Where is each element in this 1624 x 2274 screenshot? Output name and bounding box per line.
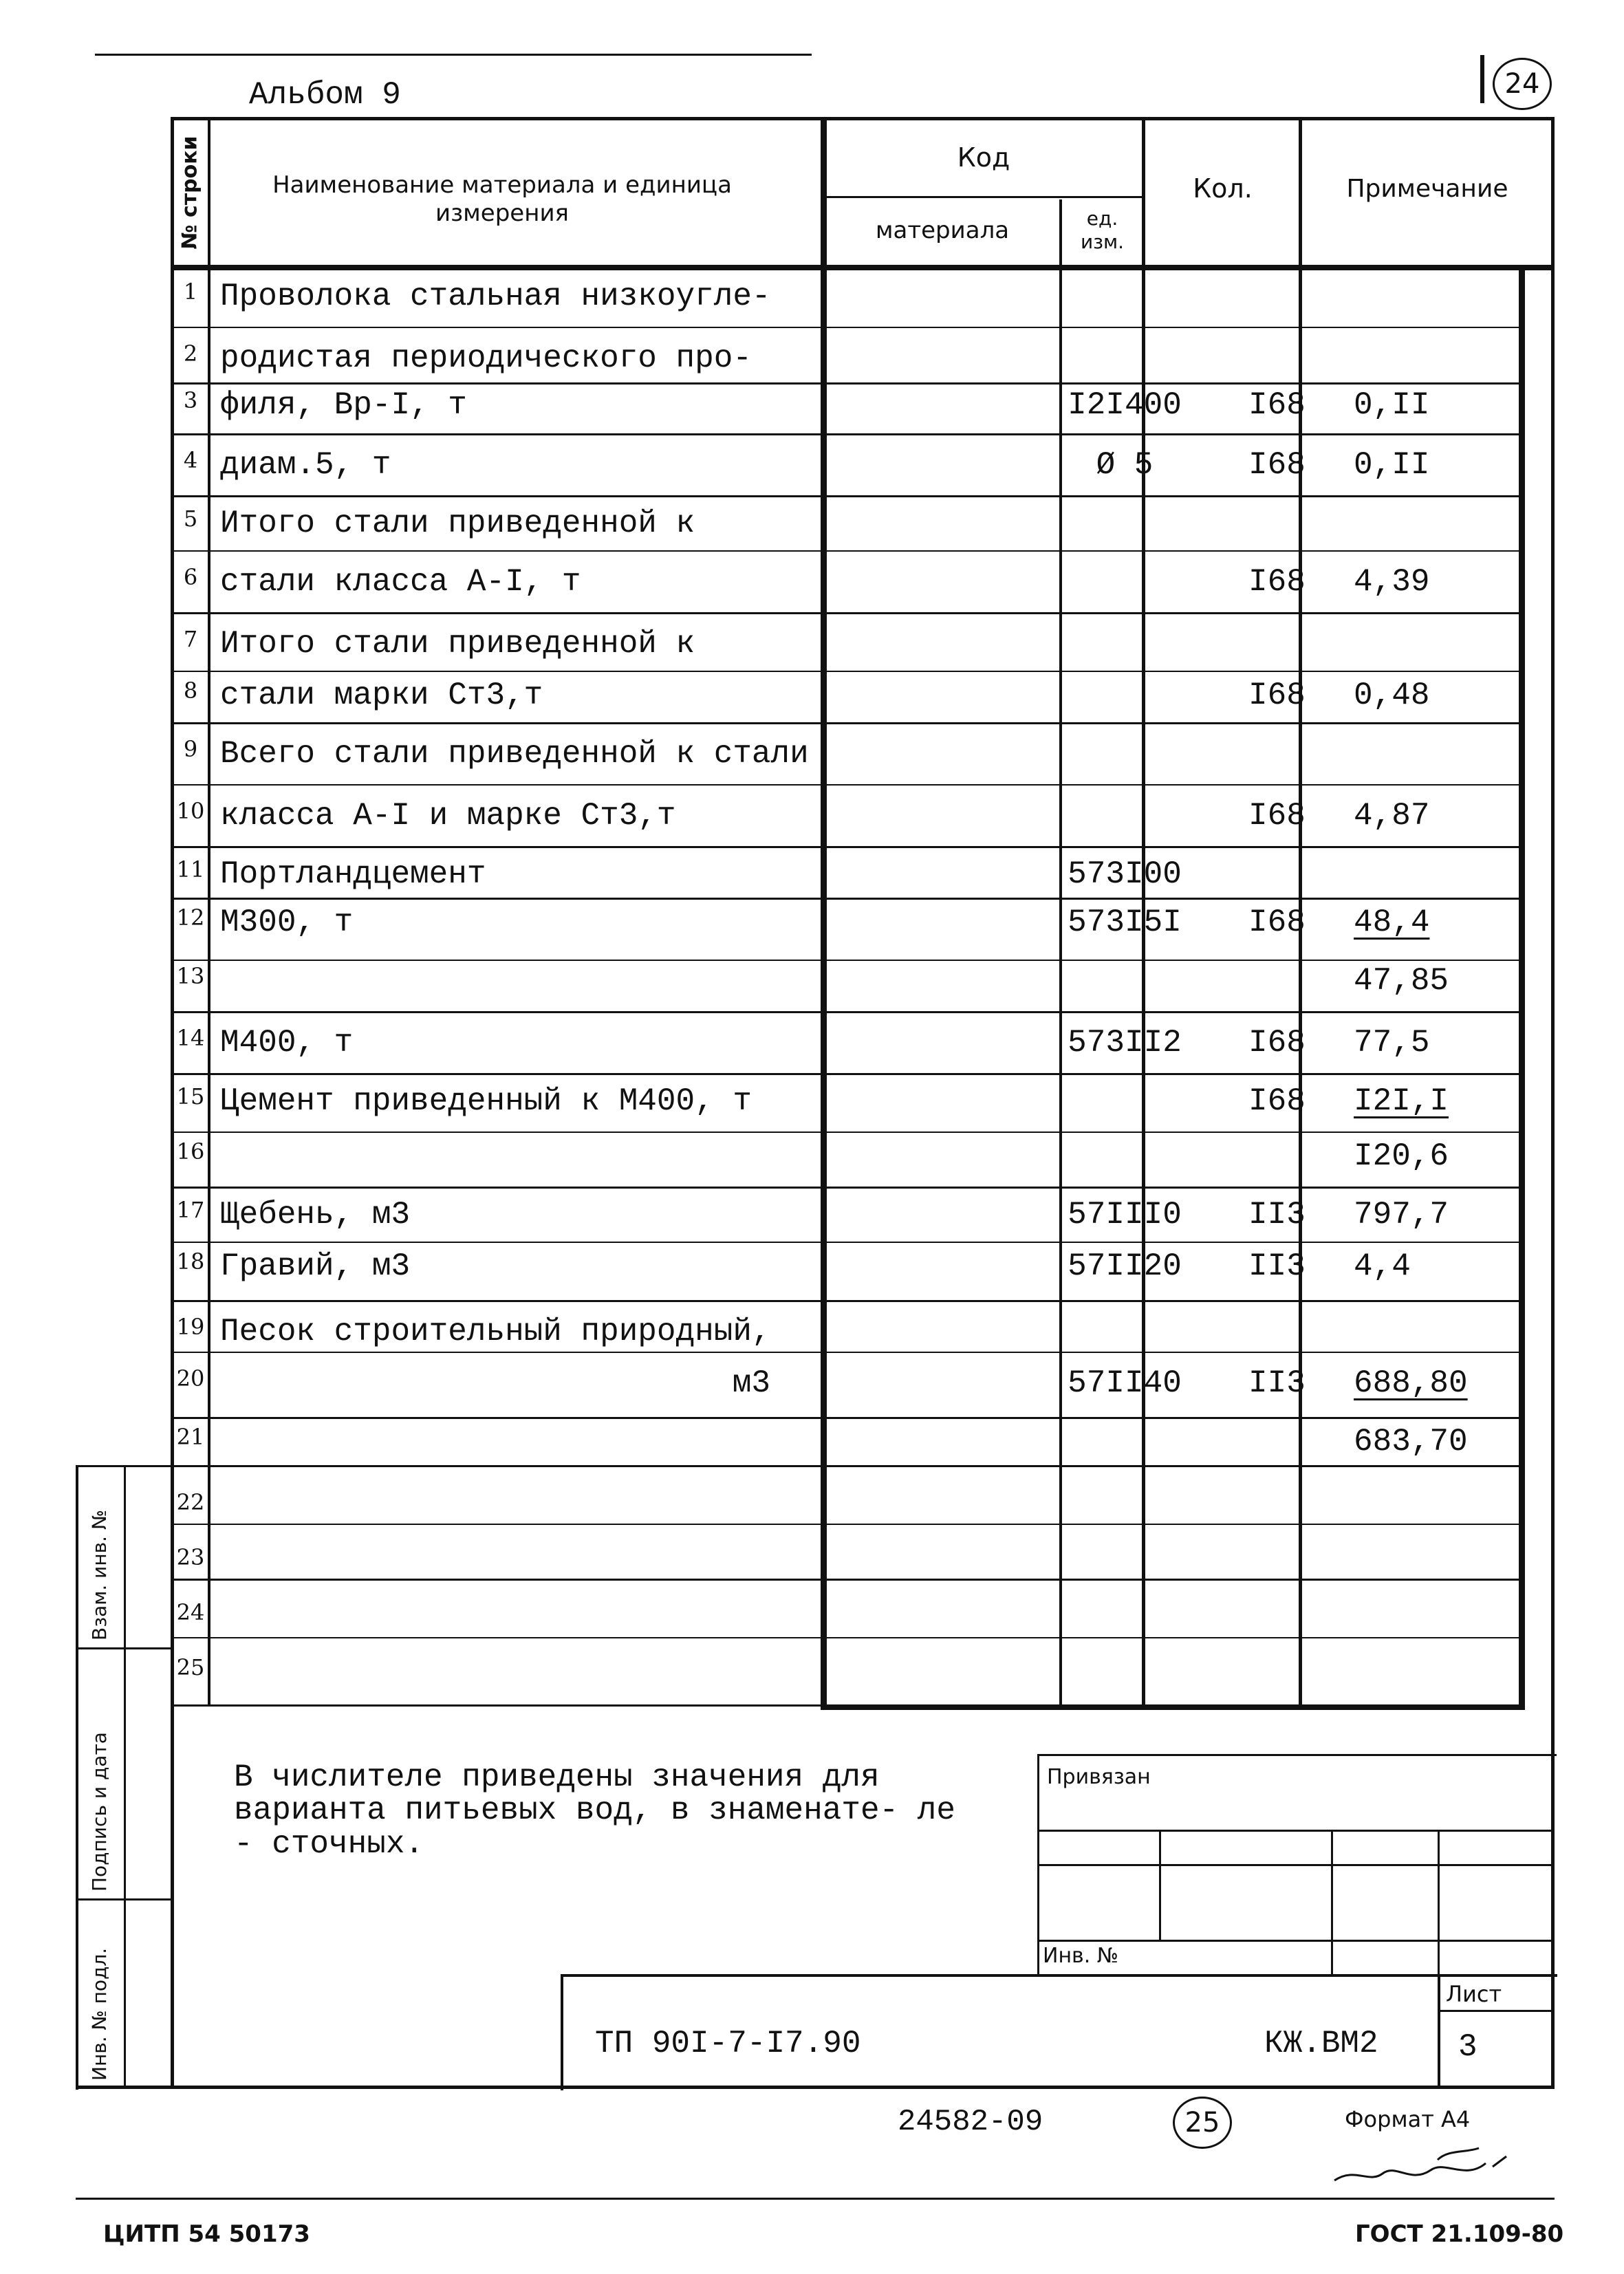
row-name: Итого стали приведенной к xyxy=(220,506,695,541)
header-row-no: № строки xyxy=(178,136,202,250)
stamp-vline xyxy=(1331,1830,1333,1974)
row-name: M300, т xyxy=(220,905,354,940)
header-name: Наименование материала и единица измерения xyxy=(272,171,732,227)
row-line xyxy=(171,495,1522,497)
row-number: 21 xyxy=(176,1424,205,1450)
code-sub-rule xyxy=(824,196,1142,198)
row-name: класса А-I и марке Ст3,т xyxy=(220,798,676,834)
row-qty: 797,7 xyxy=(1354,1197,1449,1233)
designation: ТП 90I-7-I7.90 xyxy=(595,2026,861,2061)
row-number: 19 xyxy=(176,1314,205,1340)
row-unit: I68 xyxy=(1248,1083,1306,1119)
row-number: 14 xyxy=(176,1025,205,1051)
row-code: 57III0 xyxy=(1068,1197,1182,1233)
frame-top xyxy=(171,117,1555,120)
row-code: Ø 5 xyxy=(1096,447,1154,483)
margin-hline xyxy=(76,1647,172,1649)
row-line xyxy=(171,382,1522,385)
row-number: 2 xyxy=(183,340,198,367)
row-qty-denominator: 47,85 xyxy=(1354,963,1449,999)
row-number: 22 xyxy=(176,1489,205,1515)
margin-hline xyxy=(76,1898,172,1901)
row-number: 4 xyxy=(183,447,198,473)
row-line xyxy=(171,722,1522,724)
row-line xyxy=(171,960,1522,961)
sheet-hline xyxy=(1438,2010,1555,2012)
row-number: 1 xyxy=(183,279,198,305)
stamp-line xyxy=(1037,1830,1555,1832)
row-qty-denominator: I20,6 xyxy=(1354,1138,1449,1174)
header-code: Код xyxy=(957,142,1010,173)
row-unit: II3 xyxy=(1248,1197,1306,1233)
row-code: I2I400 xyxy=(1068,387,1182,423)
row-qty: 0,II xyxy=(1354,447,1430,483)
row-number: 10 xyxy=(176,798,205,824)
row-name: Щебень, м3 xyxy=(220,1197,411,1233)
row-name: Итого стали приведенной к xyxy=(220,626,695,662)
row-qty-numerator: 48,4 xyxy=(1354,905,1430,940)
row-qty: 4,39 xyxy=(1354,564,1430,600)
margin-label-podpis: Подпись и дата xyxy=(88,1732,111,1892)
stamp-line xyxy=(1037,1940,1555,1942)
margin-label-vzam: Взам. инв. № xyxy=(88,1509,111,1640)
sheet-vline xyxy=(1438,1974,1440,2088)
bottom-number: 24582-09 xyxy=(898,2105,1043,2139)
row-code: 573I5I xyxy=(1068,905,1182,940)
row-line xyxy=(171,846,1522,848)
signature-icon xyxy=(1328,2143,1534,2194)
footnote: В числителе приведены значения для варианта питьевых вод, в знаменате- ле - сточных. xyxy=(234,1759,955,1862)
row-qty: 4,87 xyxy=(1354,798,1430,834)
row-qty-numerator: I2I,I xyxy=(1354,1083,1449,1119)
row-number: 3 xyxy=(183,387,198,413)
row-name: родистая периодического про- xyxy=(220,340,752,376)
header-material: материала xyxy=(875,216,1010,244)
row-name: стали класса А-I, т xyxy=(220,564,581,600)
header-note: Примечание xyxy=(1346,175,1508,204)
row-number: 15 xyxy=(176,1083,205,1109)
sheet-number: 3 xyxy=(1458,2029,1477,2065)
row-qty-numerator: 688,80 xyxy=(1354,1365,1468,1401)
header-unit: ед. изм. xyxy=(1080,207,1125,253)
row-line xyxy=(171,1637,1522,1638)
row-number: 9 xyxy=(183,736,198,762)
row-number: 23 xyxy=(176,1544,205,1570)
row-name: Портландцемент xyxy=(220,856,486,892)
sheet-label: Лист xyxy=(1446,1981,1502,2007)
row-line xyxy=(171,671,1522,672)
bottom-rule xyxy=(76,2198,1555,2200)
row-unit: II3 xyxy=(1248,1365,1306,1401)
row-line xyxy=(171,1300,1522,1302)
row-name: Проволока стальная низкоугле- xyxy=(220,279,771,314)
row-number: 7 xyxy=(183,626,198,652)
stamp-line xyxy=(1037,1864,1555,1866)
row-name: Цемент приведенный к M400, т xyxy=(220,1083,752,1119)
row-line xyxy=(171,1187,1522,1189)
row-unit: I68 xyxy=(1248,798,1306,834)
margin-vline xyxy=(124,1465,126,2088)
row-line xyxy=(171,1131,1522,1133)
row-number: 24 xyxy=(176,1599,205,1625)
row-number: 17 xyxy=(176,1197,205,1223)
doc-code: КЖ.ВМ2 xyxy=(1264,2026,1378,2061)
row-number: 11 xyxy=(176,856,205,882)
page-circle: 24 xyxy=(1493,58,1552,110)
format-label: Формат А4 xyxy=(1345,2106,1471,2132)
row-name: Гравий, м3 xyxy=(220,1248,411,1284)
bottom-circle: 25 xyxy=(1173,2097,1232,2149)
row-number: 25 xyxy=(176,1654,205,1680)
row-name: диам.5, т xyxy=(220,447,391,483)
top-rule xyxy=(95,54,812,56)
row-name: M400, т xyxy=(220,1025,354,1061)
stamp-vline xyxy=(1438,1830,1440,1974)
row-unit: I68 xyxy=(1248,1025,1306,1061)
row-number: 16 xyxy=(176,1138,205,1165)
margin-label-inv-podl: Инв. № подл. xyxy=(88,1947,111,2081)
row-unit: II3 xyxy=(1248,1248,1306,1284)
row-qty: 0,II xyxy=(1354,387,1430,423)
row-unit: I68 xyxy=(1248,387,1306,423)
row-code: 573II2 xyxy=(1068,1025,1182,1061)
col-div-thick-right xyxy=(1519,265,1525,1706)
row-number: 13 xyxy=(176,963,205,989)
row-number: 8 xyxy=(183,678,198,704)
row-code: 573I00 xyxy=(1068,856,1182,892)
row-code: 57II20 xyxy=(1068,1248,1182,1284)
stamp-vline xyxy=(1159,1830,1161,1940)
page-bar xyxy=(1480,55,1491,103)
row-line xyxy=(171,898,1522,900)
row-name: Песок строительный природный, xyxy=(220,1314,771,1350)
row-unit: I68 xyxy=(1248,564,1306,600)
row-line xyxy=(171,327,1522,328)
row-number: 18 xyxy=(176,1248,205,1275)
row-line xyxy=(171,1352,1522,1353)
col-div-material xyxy=(1059,199,1062,1706)
row-line xyxy=(171,784,1522,786)
row-unit: I68 xyxy=(1248,678,1306,713)
row-line xyxy=(171,1011,1522,1013)
row-qty-denominator: 683,70 xyxy=(1354,1424,1468,1460)
inv-no-label: Инв. № xyxy=(1043,1944,1119,1968)
row-line xyxy=(171,612,1522,614)
row-unit: I68 xyxy=(1248,905,1306,940)
row-line xyxy=(171,433,1522,435)
row-line xyxy=(171,550,1522,552)
table-bottom xyxy=(171,1704,824,1707)
row-line xyxy=(171,1579,1522,1581)
row-qty: 4,4 xyxy=(1354,1248,1411,1284)
header-bottom-rule xyxy=(171,265,1555,270)
bottom-left-code: ЦИТП 54 50173 xyxy=(103,2220,310,2248)
row-line xyxy=(171,1073,1522,1075)
row-name: филя, Bр-I, т xyxy=(220,387,467,423)
row-qty: 0,48 xyxy=(1354,678,1430,713)
privyazan-label: Привязан xyxy=(1047,1765,1151,1789)
row-code: 57II40 xyxy=(1068,1365,1182,1401)
row-number: 12 xyxy=(176,905,205,931)
row-number: 5 xyxy=(183,506,198,532)
row-line xyxy=(171,1524,1522,1525)
gost-label: ГОСТ 21.109-80 xyxy=(1355,2220,1564,2248)
header-qty: Кол. xyxy=(1193,173,1253,204)
row-line xyxy=(171,1242,1522,1243)
row-name: м3 xyxy=(732,1365,770,1401)
table-thick-bottom xyxy=(821,1704,1525,1710)
row-number: 20 xyxy=(176,1365,205,1392)
row-qty: 77,5 xyxy=(1354,1025,1430,1061)
album-title: Альбом 9 xyxy=(249,77,401,113)
row-number: 6 xyxy=(183,564,198,590)
row-unit: I68 xyxy=(1248,447,1306,483)
row-name: стали марки Ст3,т xyxy=(220,678,543,713)
row-line xyxy=(171,1465,1522,1467)
row-line xyxy=(171,1417,1522,1419)
row-name: Всего стали приведенной к стали xyxy=(220,736,809,772)
